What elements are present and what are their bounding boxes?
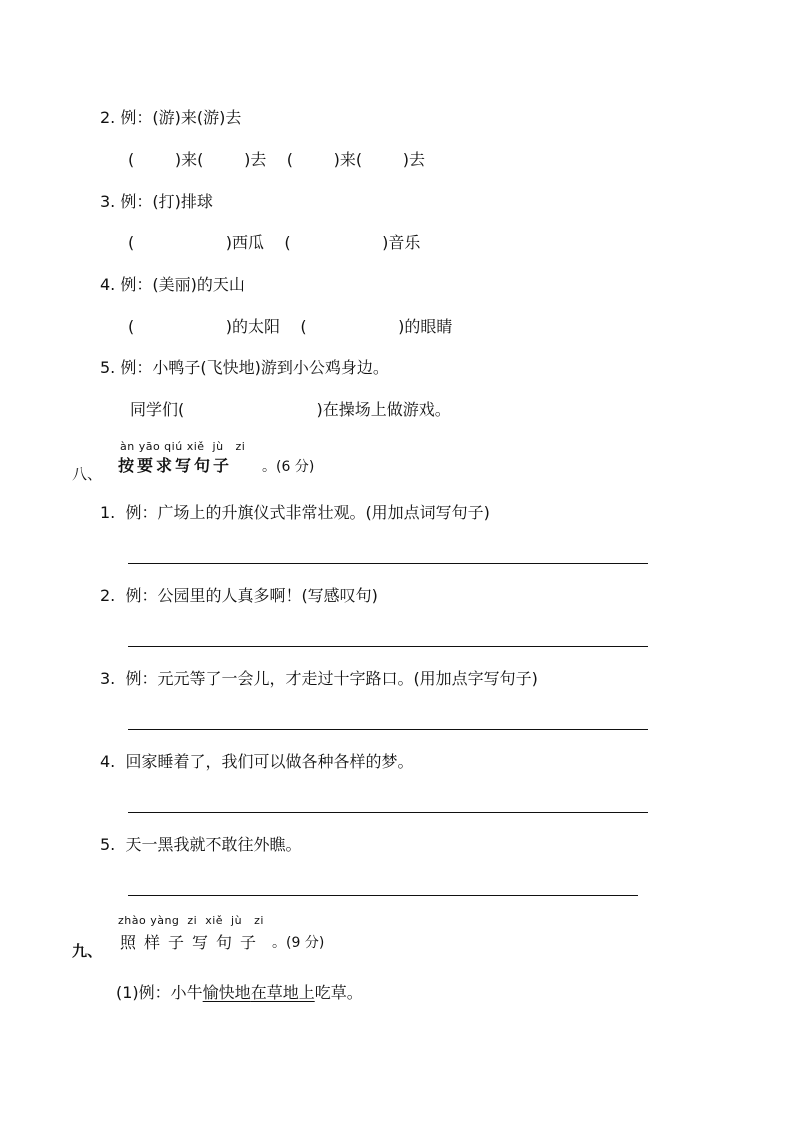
s9-example-underlined-1: 愉快地 — [202, 983, 251, 1002]
s8-item-1: 1. 例：广场上的升旗仪式非常壮观。(用加点词写句子) — [100, 503, 490, 522]
section8-pinyin: àn yāo qiú xiě jù zi — [120, 440, 246, 453]
s8-item-2: 2. 例：公园里的人真多啊！(写感叹句) — [100, 586, 378, 605]
q2-example: 2. 例：(游)来(游)去 — [100, 108, 242, 127]
q3-blanks[interactable]: ( )西瓜 ( )音乐 — [128, 233, 421, 252]
q4-example: 4. 例：(美丽)的天山 — [100, 275, 245, 294]
q4-blanks[interactable]: ( )的太阳 ( )的眼睛 — [128, 317, 453, 336]
s9-example — [116, 983, 363, 1003]
section9-score: 。(9 分) — [272, 935, 325, 951]
s9-example-underlined-2: 在草地上 — [250, 983, 315, 1002]
section8-score: 。(6 分) — [262, 459, 315, 475]
section9-pinyin: zhào yàng zi xiě jù zi — [118, 914, 264, 927]
s9-example-prefix: (1)例：小牛 — [116, 983, 203, 1002]
s8-item-3: 3. 例：元元等了一会儿，才走过十字路口。(用加点字写句子) — [100, 669, 538, 688]
s8-answer-line-3[interactable] — [128, 729, 648, 730]
s8-item-5: 5. 天一黑我就不敢往外瞧。 — [100, 835, 302, 854]
s8-answer-line-1[interactable] — [128, 563, 648, 564]
section9-number: 九、 — [72, 942, 103, 960]
s8-answer-line-5[interactable] — [128, 895, 638, 896]
q5-example: 5. 例：小鸭子(飞快地)游到小公鸡身边。 — [100, 358, 389, 377]
q5-blanks[interactable]: 同学们( )在操场上做游戏。 — [130, 400, 451, 419]
section8-number: 八、 — [72, 465, 103, 483]
s8-answer-line-2[interactable] — [128, 646, 648, 647]
q2-blanks[interactable]: ( )来( )去 ( )来( )去 — [128, 150, 426, 169]
s9-example-suffix: 吃草。 — [314, 983, 363, 1002]
section8-title: 按要求写句子 — [118, 456, 233, 475]
s8-item-4: 4. 回家睡着了，我们可以做各种各样的梦。 — [100, 752, 414, 771]
section9-title: 照样子写句子 — [120, 933, 265, 952]
s8-answer-line-4[interactable] — [128, 812, 648, 813]
q3-example: 3. 例：(打)排球 — [100, 192, 213, 211]
